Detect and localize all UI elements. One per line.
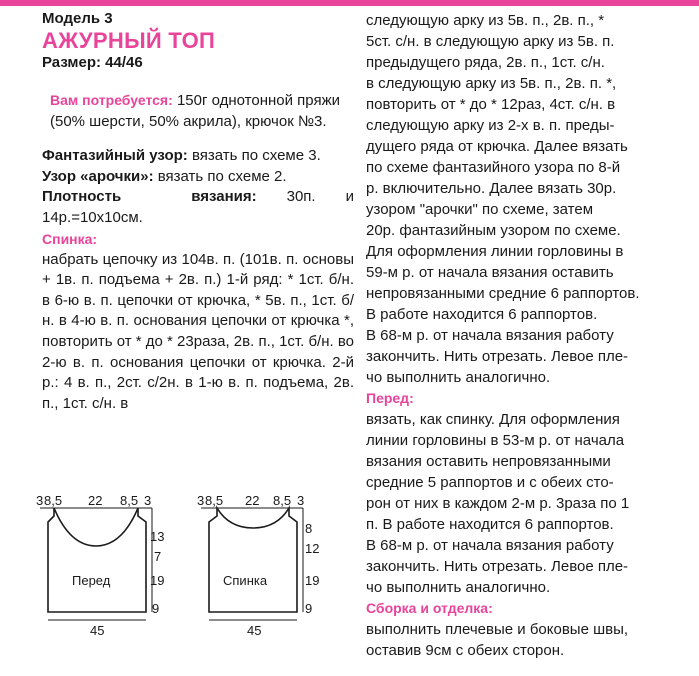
back-instructions: набрать цепочку из 104в. п. (101в. п. основы + 1в. п. подъема + 2в. п.) 1-й ряд: * 1ст. б/н. в 6-ю в. п. цепочки от крючка, * 5в. п., 1ст. б/н. в 4-ю в. п. основания цепочки от крючка *, повторить от * до * 23раза, 2в. п., 1ст. б/н. во 2-ю в. п. основания цепочки от крючка. 2-й р.: 4 в. п., 2ст. с/2н. в 1-ю в. п. подъема, 2в. п., 1ст. с/н. в: [42, 250, 354, 412]
text-line: узором "арочки" по схеме, затем: [366, 201, 594, 218]
text-line: 5ст. с/н. в следующую арку из 5в. п.: [366, 33, 615, 50]
text-line: непровязанными средние 6 раппортов.: [366, 285, 640, 302]
back-dim-side-2: 12: [305, 541, 320, 556]
front-dim-side-3: 19: [150, 573, 165, 588]
gauge-text: 30п. и 14р.=10х10см.: [42, 188, 354, 226]
front-dim-top-4: 8,5: [120, 493, 139, 508]
front-dim-side-4: 9: [152, 601, 160, 616]
text-line: вязания оставить непровязанными: [366, 453, 611, 470]
back-schematic: [197, 494, 337, 644]
gauge: [42, 187, 354, 228]
arches-pattern: [42, 167, 354, 188]
front-dim-side-1: 13: [150, 529, 165, 544]
back-dim-side-1: 8: [305, 521, 313, 536]
back-instructions-continued: [366, 10, 666, 388]
materials-block: [42, 90, 354, 132]
back-dim-top-1: 3: [197, 493, 205, 508]
text-line: закончить. Нить отрезать. Левое пле-: [366, 558, 629, 575]
text-line: Для оформления линии горловины в: [366, 243, 624, 260]
front-dim-bottom: 45: [90, 623, 105, 638]
materials-label: Вам потребуется:: [50, 92, 173, 108]
text-line: закончить. Нить отрезать. Левое пле-: [366, 348, 629, 365]
materials-text: 150г однотонной пряжи (50% шерсти, 50% акрила), крючок №3.: [50, 92, 341, 130]
front-dim-top-2: 8,5: [44, 493, 63, 508]
top-accent-bar: [0, 0, 699, 6]
right-column: [366, 10, 666, 661]
front-dim-top-3: 22: [88, 493, 103, 508]
back-outline: [197, 494, 337, 644]
back-dim-top-3: 22: [245, 493, 260, 508]
text-line: дущего ряда от крючка. Далее вязать: [366, 138, 628, 155]
back-dim-top-2: 8,5: [205, 493, 224, 508]
left-column: [42, 10, 354, 414]
text-line: линии горловины в 53-м р. от начала: [366, 432, 625, 449]
arches-pattern-text: вязать по схеме 2.: [153, 167, 287, 185]
text-line: оставив 9см с обеих сторон.: [366, 642, 565, 659]
front-dim-top-5: 3: [144, 493, 152, 508]
text-line: В работе находится 6 раппортов.: [366, 306, 598, 323]
back-dim-side-4: 9: [305, 601, 313, 616]
front-schematic: [36, 494, 176, 644]
front-dim-top-1: 3: [36, 493, 44, 508]
back-label: Спинка: [223, 573, 268, 588]
gauge-label: Плотность вязания:: [42, 188, 257, 206]
fancy-pattern: [42, 146, 354, 167]
text-line: чо выполнить аналогично.: [366, 579, 551, 596]
back-heading: Спинка:: [42, 230, 98, 247]
text-line: выполнить плечевые и боковые швы,: [366, 621, 629, 638]
model-number: Модель 3: [42, 10, 113, 27]
assembly-heading: Сборка и отделка:: [366, 600, 493, 616]
back-dim-side-3: 19: [305, 573, 320, 588]
text-line: средние 5 раппортов и с обеих сто-: [366, 474, 614, 491]
front-outline: [36, 494, 176, 644]
back-dim-bottom: 45: [247, 623, 262, 638]
fancy-pattern-text: вязать по схеме 3.: [187, 147, 321, 165]
text-line: В 68-м р. от начала вязания работу: [366, 537, 614, 554]
front-instructions: [366, 409, 666, 598]
text-line: рон от них в каждом 2-м р. 3раза по 1: [366, 495, 630, 512]
front-heading: Перед:: [366, 390, 414, 406]
text-line: предыдущего ряда, 2в. п., 1ст. с/н.: [366, 54, 605, 71]
back-dim-top-5: 3: [297, 493, 305, 508]
text-line: следующую арку из 2-х в. п. преды-: [366, 117, 615, 134]
front-dim-side-2: 7: [154, 549, 162, 564]
size-line: Размер: 44/46: [42, 54, 143, 71]
text-line: чо выполнить аналогично.: [366, 369, 551, 386]
text-line: В 68-м р. от начала вязания работу: [366, 327, 614, 344]
text-line: в следующую арку из 5в. п., 2в. п. *,: [366, 75, 617, 92]
text-line: повторить от * до * 12раз, 4ст. с/н. в: [366, 96, 616, 113]
assembly-instructions: [366, 619, 666, 661]
text-line: по схеме фантазийного узора по 8-й: [366, 159, 621, 176]
page-title: АЖУРНЫЙ ТОП: [42, 28, 216, 53]
text-line: п. В работе находится 6 раппортов.: [366, 516, 614, 533]
back-dim-top-4: 8,5: [273, 493, 292, 508]
text-line: 20р. фантазийным узором по схеме.: [366, 222, 621, 239]
arches-pattern-label: Узор «арочки»:: [42, 167, 154, 185]
text-line: 59-м р. от начала вязания оставить: [366, 264, 614, 281]
text-line: вязать, как спинку. Для оформления: [366, 411, 620, 428]
text-line: следующую арку из 5в. п., 2в. п., *: [366, 12, 605, 29]
text-line: р. включительно. Далее вязать 30р.: [366, 180, 617, 197]
fancy-pattern-label: Фантазийный узор:: [42, 147, 188, 165]
front-label: Перед: [72, 573, 111, 588]
